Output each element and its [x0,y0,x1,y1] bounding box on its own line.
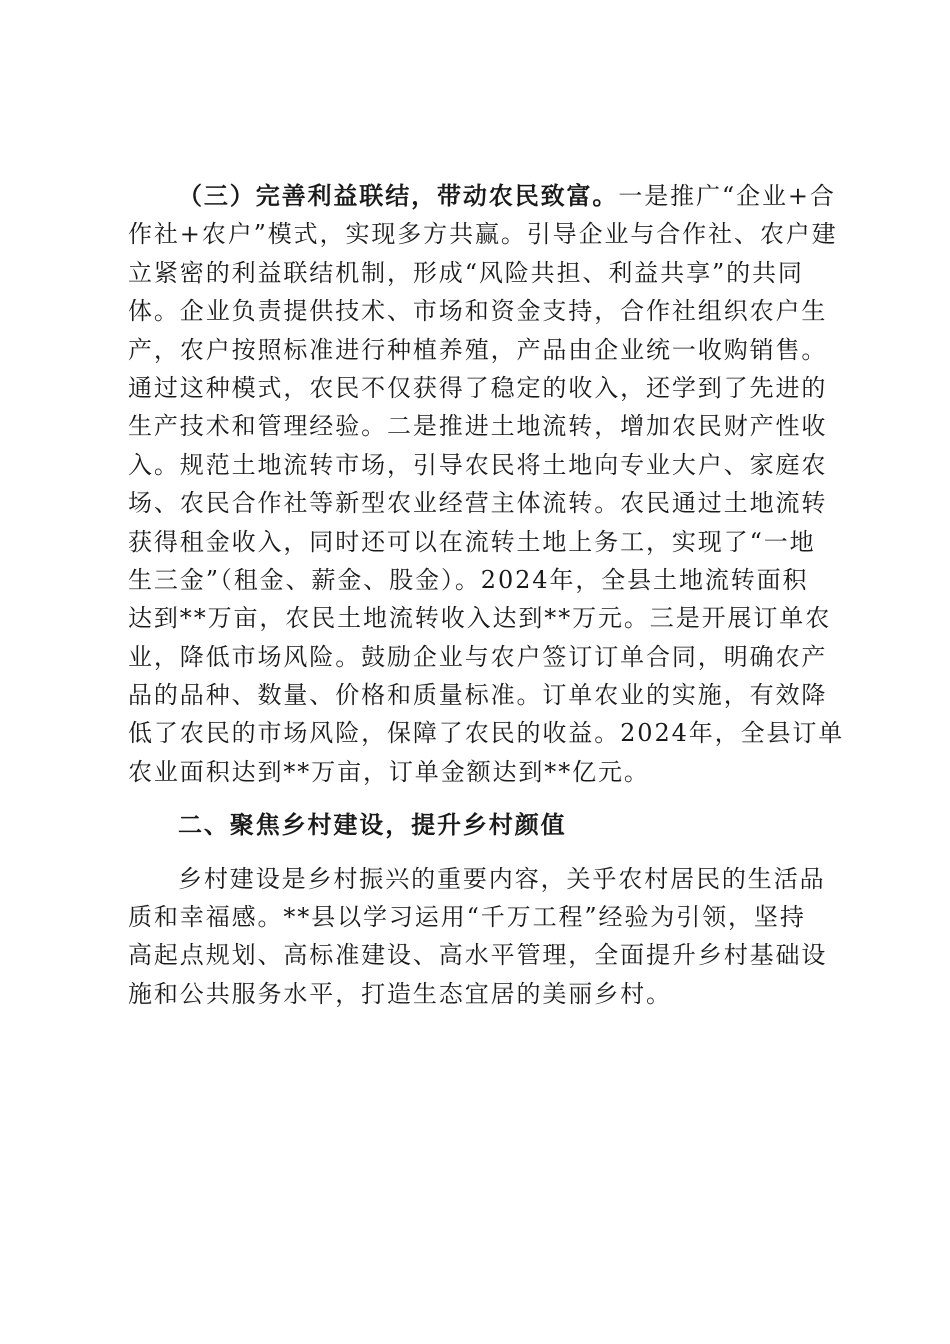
subsection-heading: （三）完善利益联结，带动农民致富。 [178,181,619,210]
paragraph-spacer [128,845,828,860]
paragraph-line: 获得租金收入，同时还可以在流转土地上务工，实现了“一地 [128,527,816,556]
paragraph-line: 产，农户按照标准进行种植养殖，产品由企业统一收购销售。 [128,335,828,364]
paragraph-line: 质和幸福感。**县以学习运用“千万工程”经验为引领，坚持 [128,903,806,932]
paragraph-line: 施和公共服务水平，打造生态宜居的美丽乡村。 [128,979,672,1008]
paragraph-line: 入。规范土地流转市场，引导农民将土地向专业大户、家庭农 [128,450,828,479]
paragraph-line [128,177,836,215]
paragraph-line: 达到**万亩，农民土地流转收入达到**万元。三是开展订单农 [128,604,832,633]
paragraph-line: 业，降低市场风险。鼓励企业与农户签订订单合同，明确农产 [128,642,828,671]
paragraph-line: 生产技术和管理经验。二是推进土地流转，增加农民财产性收 [128,412,828,441]
paragraph-line: 生三金”（租金、薪金、股金）。2024年，全县土地流转面积 [128,565,809,594]
paragraph-line: 作社+农户”模式，实现多方共赢。引导企业与合作社、农户建 [128,220,838,249]
paragraph-line: 农业面积达到**万亩，订单金额达到**亿元。 [128,757,650,786]
paragraph-line: 通过这种模式，农民不仅获得了稳定的收入，还学到了先进的 [128,373,828,402]
paragraph-line: 体。企业负责提供技术、市场和资金支持，合作社组织农户生 [128,297,828,326]
paragraph-line: 乡村建设是乡村振兴的重要内容，关乎农村居民的生活品 [178,864,826,893]
paragraph-line: 低了农民的市场风险，保障了农民的收益。2024年，全县订单 [128,719,845,748]
paragraph-line: 高起点规划、高标准建设、高水平管理，全面提升乡村基础设 [128,941,828,970]
paragraph-spacer [128,791,828,806]
section-heading: 二、聚焦乡村建设，提升乡村颜值 [178,810,567,840]
paragraph-line: 立紧密的利益联结机制，形成“风险共担、利益共享”的共同 [128,258,804,287]
paragraph-line: 品的品种、数量、价格和质量标准。订单农业的实施，有效降 [128,681,828,710]
paragraph-text: 一是推广“企业+合 [618,182,836,210]
document-body [128,177,845,1013]
paragraph-line: 场、农民合作社等新型农业经营主体流转。农民通过土地流转 [128,489,828,518]
